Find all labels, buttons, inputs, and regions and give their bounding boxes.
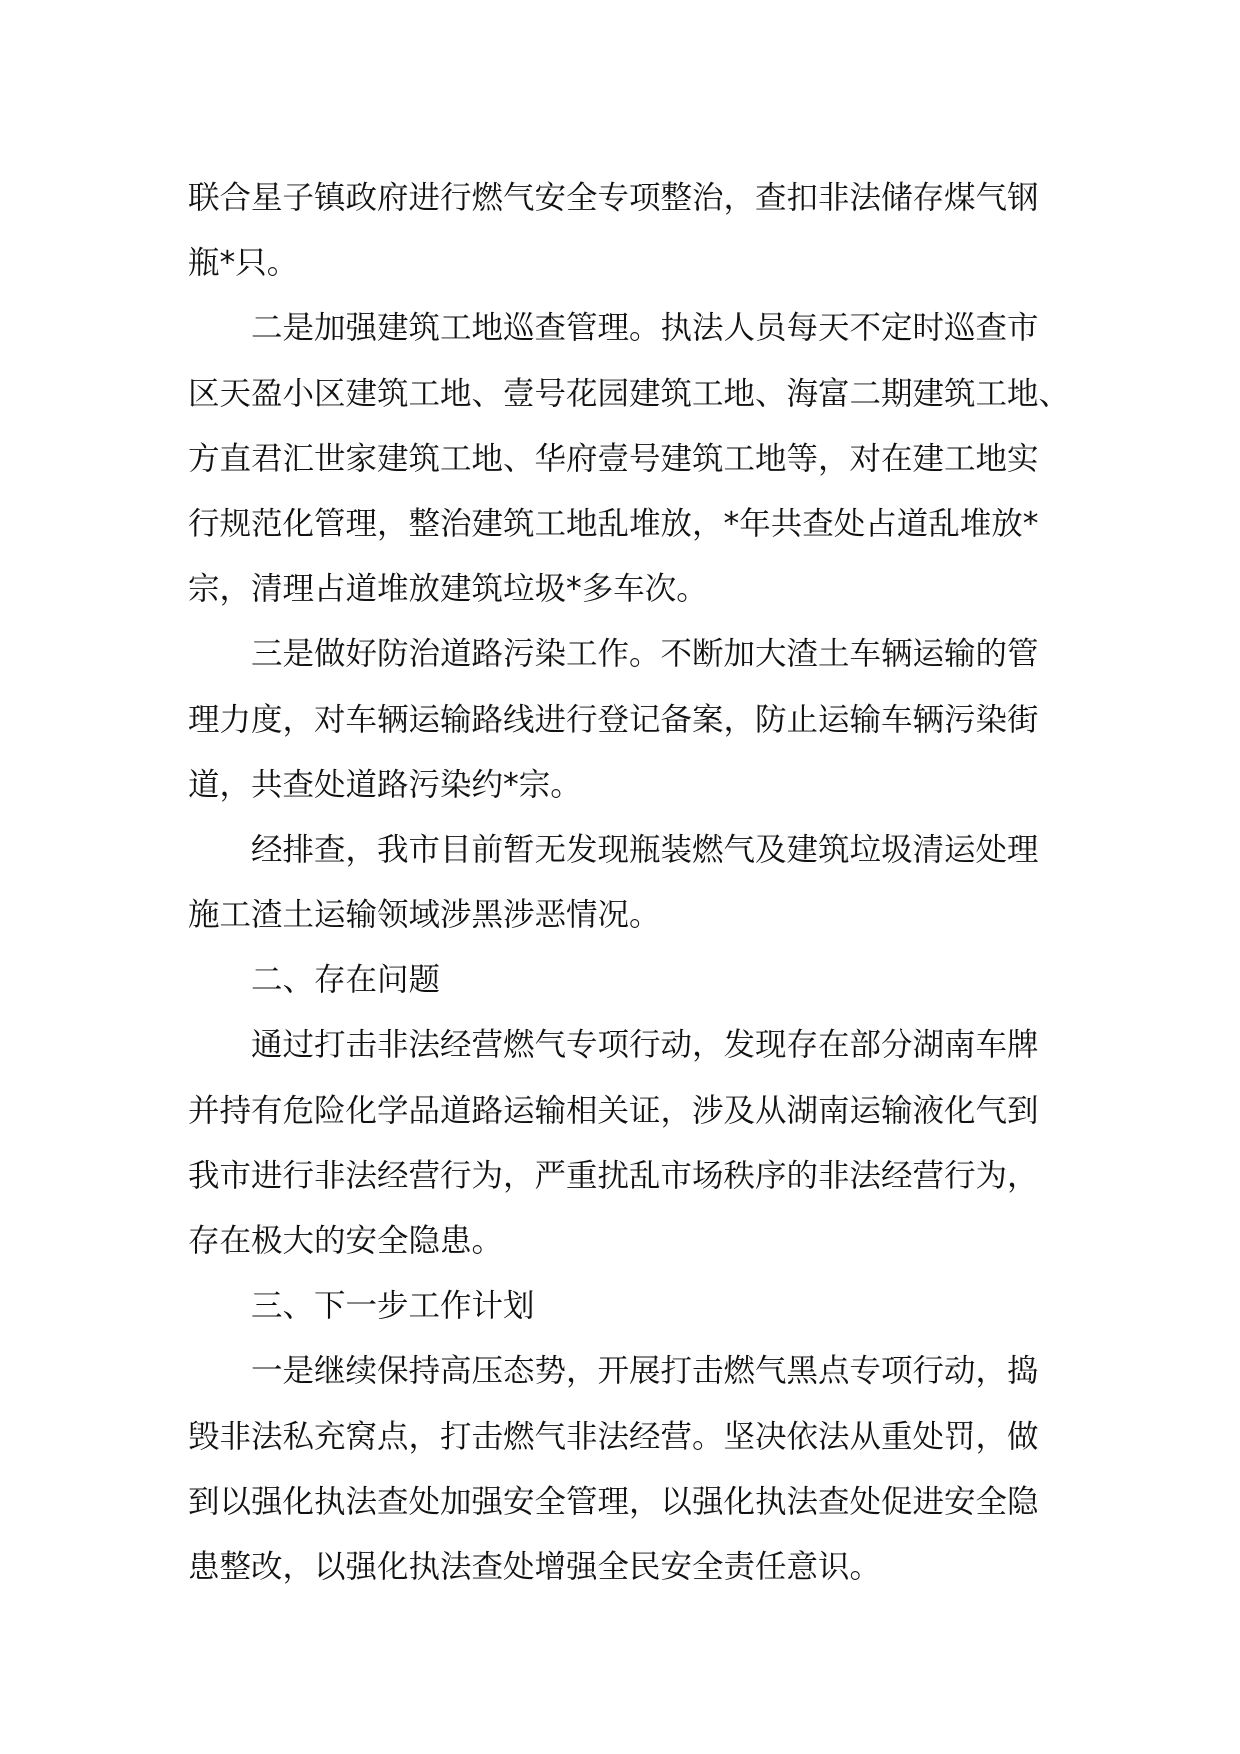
text-line: 经排查，我市目前暂无发现瓶装燃气及建筑垃圾清运处理 [251, 831, 1039, 868]
text-line: 毁非法私充窝点，打击燃气非法经营。坚决依法从重处罚，做 [188, 1418, 1039, 1455]
section-heading: 三、下一步工作计划 [251, 1288, 535, 1325]
text-line: 联合星子镇政府进行燃气安全专项整治，查扣非法储存煤气钢 [188, 180, 1039, 216]
text-line: 通过打击非法经营燃气专项行动，发现存在部分湖南车牌 [251, 1027, 1039, 1064]
text-line: 区天盈小区建筑工地、壹号花园建筑工地、海富二期建筑工地、 [188, 375, 1071, 412]
text-line: 我市进行非法经营行为，严重扰乱市场秩序的非法经营行为， [188, 1157, 1039, 1194]
text-line: 并持有危险化学品道路运输相关证，涉及从湖南运输液化气到 [188, 1092, 1039, 1129]
text-line: 理力度，对车辆运输路线进行登记备案，防止运输车辆污染街 [188, 701, 1039, 738]
text-line: 方直君汇世家建筑工地、华府壹号建筑工地等，对在建工地实 [188, 440, 1039, 477]
section-heading: 二、存在问题 [251, 962, 441, 999]
document-body [188, 166, 1078, 1600]
text-line: 一是继续保持高压态势，开展打击燃气黑点专项行动，捣 [251, 1353, 1039, 1390]
text-line: 患整改，以强化执法查处增强全民安全责任意识。 [188, 1548, 882, 1585]
text-line: 存在极大的安全隐患。 [188, 1223, 504, 1259]
text-line: 施工渣土运输领域涉黑涉恶情况。 [188, 897, 661, 934]
text-line: 到以强化执法查处加强安全管理，以强化执法查处促进安全隐 [188, 1483, 1039, 1520]
text-line: 行规范化管理，整治建筑工地乱堆放，*年共查处占道乱堆放* [188, 505, 1039, 542]
text-line: 三是做好防治道路污染工作。不断加大渣土车辆运输的管 [251, 636, 1039, 673]
text-line: 瓶*只。 [188, 245, 299, 282]
text-line: 二是加强建筑工地巡查管理。执法人员每天不定时巡查市 [251, 310, 1039, 347]
text-line: 宗，清理占道堆放建筑垃圾*多车次。 [188, 571, 708, 608]
text-line: 道，共查处道路污染约*宗。 [188, 766, 582, 803]
